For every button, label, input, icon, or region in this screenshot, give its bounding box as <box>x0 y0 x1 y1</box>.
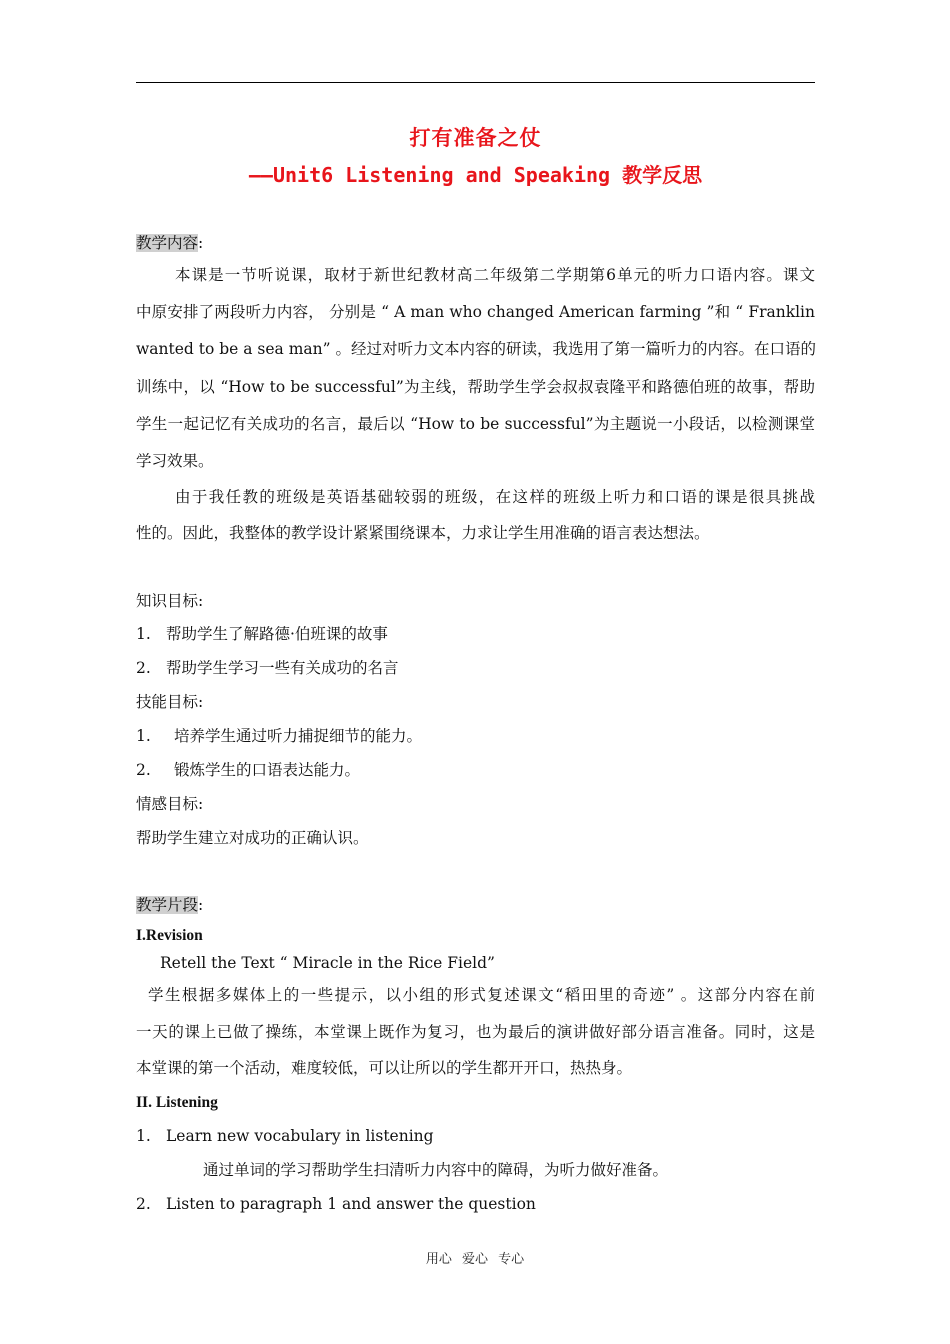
list-text: 帮助学生学习一些有关成功的名言 <box>166 659 399 677</box>
page-footer: 用心 爱心 专心 <box>425 1252 525 1267</box>
segment-heading <box>136 895 203 915</box>
emotion-goal-text: 帮助学生建立对成功的正确认识。 <box>136 829 369 847</box>
segment-heading-label: 教学片段 <box>136 896 199 914</box>
revision-line2: 一天的课上已做了操练，本堂课上既作为复习，也为最后的演讲做好部分语言准备。同时，这是 <box>136 1023 815 1041</box>
revision-line3: 本堂课的第一个活动，难度较低，可以让所以的学生都开开口，热热身。 <box>136 1059 633 1077</box>
list-text: Listen to paragraph 1 and answer the question <box>166 1195 536 1213</box>
content-p1-line4: 训练中，以 “How to be successful”为主线，帮助学生学会叔叔袁隆平和路德伯班的故事，帮助 <box>136 378 815 396</box>
list-number: 1. <box>136 1127 151 1145</box>
content-heading-colon: : <box>198 234 204 252</box>
content-p1-line3: wanted to be a sea man” 。经过对听力文本内容的研读，我选用了第一篇听力的内容。在口语的 <box>136 340 816 358</box>
content-heading-label: 教学内容 <box>136 234 199 252</box>
emotion-goals-heading: 情感目标: <box>136 795 204 813</box>
list-text: 培养学生通过听力捕捉细节的能力。 <box>174 727 423 745</box>
revision-task: Retell the Text “ Miracle in the Rice Field” <box>160 954 495 972</box>
list-number: 2. <box>136 659 151 677</box>
knowledge-goal-item <box>136 658 399 678</box>
list-text: 锻炼学生的口语表达能力。 <box>174 761 361 779</box>
content-p2-line1: 由于我任教的班级是英语基础较弱的班级，在这样的班级上听力和口语的课是很具挑战 <box>175 488 815 506</box>
list-number: 2. <box>136 1195 151 1213</box>
listening-item <box>136 1194 536 1214</box>
list-number: 1. <box>136 625 151 643</box>
document-subtitle: ——Unit6 Listening and Speaking 教学反思 <box>248 163 703 187</box>
list-text: Learn new vocabulary in listening <box>166 1127 434 1145</box>
revision-heading: I.Revision <box>136 927 203 944</box>
content-p2-line2: 性的。因此，我整体的教学设计紧紧围绕课本，力求让学生用准确的语言表达想法。 <box>136 524 710 542</box>
header-rule <box>136 82 815 83</box>
listening-item <box>136 1126 434 1146</box>
content-p1-line6: 学习效果。 <box>136 452 214 470</box>
knowledge-goal-item <box>136 624 388 644</box>
skill-goals-heading: 技能目标: <box>136 693 204 711</box>
list-text: 帮助学生了解路德·伯班课的故事 <box>166 625 388 643</box>
content-p1-line5: 学生一起记忆有关成功的名言，最后以 “How to be successful”为主题说一小段话，以检测课堂 <box>136 415 815 433</box>
skill-goal-item <box>136 760 360 780</box>
skill-goal-item <box>136 726 422 746</box>
content-p1-line2: 中原安排了两段听力内容， 分别是 “ A man who changed American farming ”和 “ Franklin <box>136 303 815 321</box>
document-title: 打有准备之仗 <box>409 126 542 150</box>
segment-heading-colon: : <box>198 896 204 914</box>
revision-line1: 学生根据多媒体上的一些提示，以小组的形式复述课文“稻田里的奇迹” 。这部分内容在前 <box>148 986 815 1004</box>
list-number: 1. <box>136 727 151 745</box>
knowledge-goals-heading: 知识目标: <box>136 592 204 610</box>
listening-item-note: 通过单词的学习帮助学生扫清听力内容中的障碍，为听力做好准备。 <box>203 1161 669 1179</box>
listening-heading: II. Listening <box>136 1094 218 1111</box>
content-p1-line1: 本课是一节听说课，取材于新世纪教材高二年级第二学期第6单元的听力口语内容。课文 <box>175 266 815 284</box>
content-heading <box>136 233 203 253</box>
list-number: 2. <box>136 761 151 779</box>
